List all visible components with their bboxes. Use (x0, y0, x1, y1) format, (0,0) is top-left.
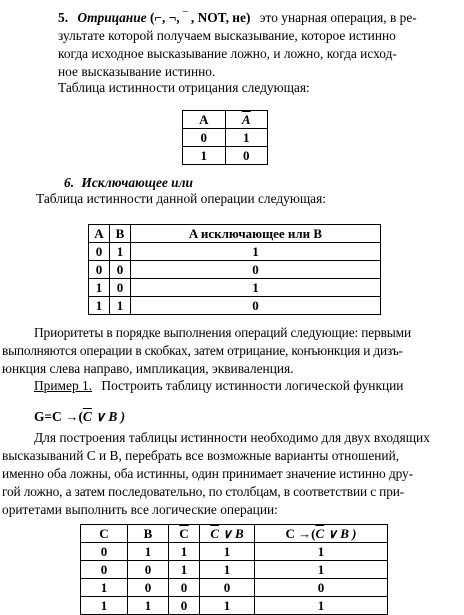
header-implication: $C \to(\overline{C}$ ∨ B ) (255, 525, 388, 543)
table-cell: 0 (255, 579, 388, 597)
section5-def-line4: ное высказывание истинно. (58, 64, 216, 79)
table-row (89, 279, 381, 297)
table-cell: 0 (81, 561, 128, 579)
table-cell: 1 (183, 147, 226, 165)
table-cell: 1 (225, 129, 267, 147)
section5-title: Отрицание (77, 10, 147, 25)
example-text: Построить таблицу истинности логической функции (101, 378, 404, 393)
example-para-line3: именно оба ложны, оба истинны, один принимает значение истинно дру- (2, 466, 413, 481)
table-header-row (81, 525, 388, 543)
table-cell: 1 (255, 543, 388, 561)
header-not-c-or-b: $\overline{C}$ ∨ B (200, 525, 255, 543)
table-row (81, 561, 388, 579)
example-para-line5: оритетами выполнить все логические операции: (2, 502, 278, 517)
table-cell: 0 (183, 129, 226, 147)
example-label: Пример 1. (34, 378, 93, 393)
xor-truth-table (88, 224, 381, 315)
table-row (89, 297, 381, 315)
table-cell: 0 (131, 261, 381, 279)
table-row (183, 129, 268, 147)
table-cell: 1 (131, 279, 381, 297)
negation-truth-table (182, 110, 268, 165)
table-cell: 1 (81, 579, 128, 597)
table-cell: 1 (128, 543, 169, 561)
header-b: B (110, 225, 131, 243)
header-b: B (128, 525, 169, 543)
table-cell: 1 (110, 297, 131, 315)
table-cell: 1 (89, 279, 110, 297)
table-cell: 1 (200, 597, 255, 615)
table-row (81, 597, 388, 615)
header-not-c: $\overline{C}$ (169, 525, 200, 543)
table-cell: 1 (169, 543, 200, 561)
table-cell: 1 (89, 297, 110, 315)
table-cell: 1 (110, 243, 131, 261)
table-cell: 0 (169, 597, 200, 615)
table-cell: 1 (81, 597, 128, 615)
table-cell: 0 (131, 297, 381, 315)
table-cell: 0 (89, 243, 110, 261)
table-row (89, 243, 381, 261)
table-cell: 1 (131, 243, 381, 261)
priorities-line3: юнкция слева направо, импликация, эквиваленция. (2, 361, 294, 376)
table-cell: 0 (110, 279, 131, 297)
table-row (81, 543, 388, 561)
header-a-xor-b: A исключающее или B (131, 225, 381, 243)
table-cell: 1 (200, 543, 255, 561)
table-header-row (183, 111, 268, 129)
example-para-line4: гой ложно, а затем последовательно, по столбцам, в соответствии с при- (2, 484, 405, 499)
header-a: A (89, 225, 110, 243)
table-cell: 0 (225, 147, 267, 165)
table-header-row (89, 225, 381, 243)
table-cell: 1 (128, 597, 169, 615)
table-cell: 0 (128, 561, 169, 579)
section5-table-caption: Таблица истинности отрицания следующая: (58, 80, 310, 95)
section5-symbols: (⌐, ¬, ‾ , NOT, не) (149, 10, 251, 25)
example-para-line2: высказываний С и В, перебрать все возможные варианты отношений, (2, 448, 400, 463)
section6-table-caption: Таблица истинности данной операции следующая: (36, 191, 326, 206)
priorities-line1: Приоритеты в порядке выполнения операций следующие: первыми (34, 325, 411, 340)
table-cell: 1 (255, 597, 388, 615)
table-row (89, 261, 381, 279)
section5-def-line3: когда исходное высказывание ложно, и ложно, когда исход- (58, 46, 397, 61)
section5-heading (58, 10, 417, 26)
table-cell: 1 (255, 561, 388, 579)
table-cell: 0 (81, 543, 128, 561)
section6-title: Исключающее или (81, 175, 193, 190)
table-cell: 1 (169, 561, 200, 579)
header-not-a: $\overline{A}$ (225, 111, 267, 129)
table-cell: 0 (200, 579, 255, 597)
table-cell: 1 (200, 561, 255, 579)
section5-number: 5. (58, 10, 69, 25)
example-para-line1: Для построения таблицы истинности необходимо для двух входящих (34, 430, 430, 445)
priorities-line2: выполняются операции в скобках, затем отрицание, конъюнкция и дизъ- (2, 343, 403, 358)
example-truth-table (80, 524, 388, 615)
table-cell: 0 (128, 579, 169, 597)
table-cell: 0 (169, 579, 200, 597)
table-cell: 0 (89, 261, 110, 279)
table-row (81, 579, 388, 597)
header-a: A (183, 111, 226, 129)
table-row (183, 147, 268, 165)
section5-def-line2: зультате которой получаем высказывание, которое истинно (58, 28, 396, 43)
section6-heading (64, 175, 193, 191)
table-cell: 0 (110, 261, 131, 279)
header-c: C (81, 525, 128, 543)
example-formula: $G=C \to(\overline{C}$ ∨ B ) (34, 409, 126, 424)
example-heading (34, 378, 403, 394)
section6-number: 6. (64, 175, 75, 190)
section5-def-line1: это унарная операция, в ре- (259, 10, 417, 25)
